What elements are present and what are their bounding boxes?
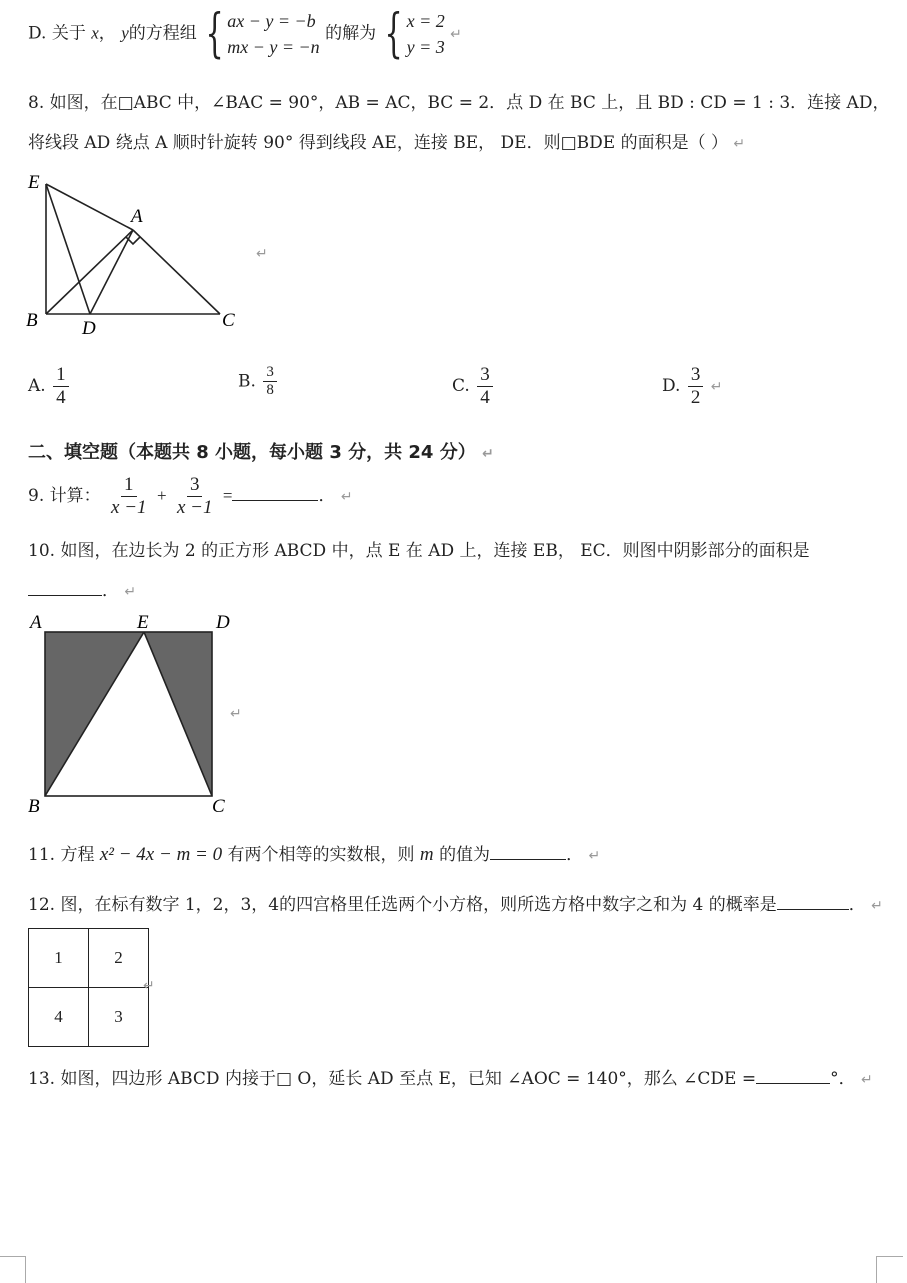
- q9-equals: =: [222, 485, 233, 505]
- return-mark-icon: ↵: [588, 848, 601, 864]
- grid-cell: 1: [29, 929, 89, 988]
- page-corner-mark-left: [0, 1256, 26, 1283]
- q7d-system-1: [202, 4, 320, 64]
- q8-line1-text: 8. 如图，在□ABC 中，∠BAC = 90°，AB = AC，BC = 2．点 D 在 BC 上，且 BD : CD = 1 : 3．连接 AD，: [28, 93, 890, 113]
- q12: [28, 890, 883, 915]
- q9: [28, 474, 353, 519]
- label-C: C: [222, 310, 235, 331]
- return-mark-icon: ↵: [124, 584, 137, 600]
- page-corner-mark-right: [876, 1256, 903, 1283]
- q7d-mid: 的方程组: [128, 23, 197, 44]
- option-denominator: 4: [56, 386, 66, 408]
- segment-AC: [133, 230, 220, 314]
- q11: [28, 840, 600, 866]
- option-label: A.: [28, 375, 46, 396]
- label-D: D: [82, 318, 96, 338]
- q11-answer-blank[interactable]: [490, 859, 566, 860]
- q9-f1-num: 1: [121, 474, 137, 497]
- q11-prefix: 11. 方程: [28, 845, 95, 865]
- option-label: C.: [452, 375, 470, 396]
- label-B: B: [28, 796, 40, 817]
- brace-symbol: {: [384, 4, 404, 64]
- label-B: B: [26, 310, 38, 331]
- return-mark-icon: ↵: [340, 488, 353, 505]
- q8-line1: [28, 88, 889, 113]
- q12-answer-blank[interactable]: [777, 909, 849, 910]
- return-mark-icon: ↵: [481, 446, 494, 462]
- q12-grid: [28, 928, 149, 1047]
- q11-equation: x² − 4x − m = 0: [99, 844, 223, 865]
- return-mark-icon: ↵: [861, 1072, 873, 1088]
- return-mark-icon: ↵: [871, 898, 883, 914]
- q7d-sys1-row1: ax − y = −b: [227, 11, 316, 31]
- label-E: E: [137, 612, 149, 633]
- q10-answer-blank[interactable]: [28, 595, 102, 596]
- return-mark-icon: ↵: [450, 26, 462, 43]
- q7d-var-x: x: [91, 23, 99, 43]
- segment-DA: [90, 230, 133, 314]
- q7d-prefix: D. 关于: [28, 23, 86, 44]
- q9-prefix: 9. 计算：: [28, 485, 101, 506]
- section-2-title: 二、填空题（本题共 8 小题，每小题 3 分，共 24 分）: [28, 442, 476, 463]
- q8-option-d: [662, 364, 722, 409]
- q12-end: ．: [848, 895, 866, 915]
- q8-option-a: [28, 364, 71, 409]
- q7d-sys2-row1: x = 2: [406, 11, 445, 31]
- option-denominator: 4: [480, 386, 490, 408]
- q13-answer-blank[interactable]: [756, 1083, 830, 1084]
- option-label: B.: [238, 371, 256, 392]
- q10-line1: [28, 536, 810, 561]
- return-mark-icon: ↵: [710, 378, 723, 395]
- q13: [28, 1064, 873, 1089]
- option-numerator: 3: [263, 364, 277, 382]
- label-A: A: [131, 206, 143, 227]
- option-label: D.: [662, 375, 681, 396]
- q13-end: °．: [830, 1069, 856, 1089]
- option-denominator: 2: [690, 386, 701, 408]
- segment-BA: [46, 230, 133, 314]
- q8-option-b: [238, 364, 279, 400]
- q9-f1-den: x −1: [111, 496, 147, 518]
- q12-text: 12. 图，在标有数字 1，2，3，4的四宫格里任选两个小方格，则所选方格中数字之和为 4 的概率是: [28, 895, 777, 915]
- q7d-sys1-row2: mx − y = −n: [227, 37, 320, 57]
- q9-answer-blank[interactable]: [232, 500, 318, 501]
- q8-option-c: [452, 364, 495, 409]
- return-mark-icon: ↵: [256, 246, 268, 262]
- q8-line2-text: 将线段 AD 绕点 A 顺时针旋转 90° 得到线段 AE，连接 BE， DE．则□BDE 的面积是（ ）: [28, 133, 728, 153]
- label-A: A: [30, 612, 42, 633]
- option-numerator: 1: [53, 364, 69, 387]
- q8-figure: [20, 168, 260, 338]
- return-mark-icon: ↵: [143, 978, 155, 994]
- q7d-mid2: 的解为: [325, 23, 377, 44]
- brace-symbol: {: [205, 4, 224, 64]
- label-D: D: [216, 612, 230, 633]
- section-2-heading: [28, 438, 494, 464]
- label-E: E: [28, 172, 40, 193]
- q13-text: 13. 如图，四边形 ABCD 内接于□ O，延长 AD 至点 E，已知 ∠AOC = 140°，那么 ∠CDE =: [28, 1069, 757, 1089]
- q11-mid: 有两个相等的实数根，则: [227, 845, 415, 865]
- q9-end: ．: [318, 485, 336, 506]
- q9-f2-den: x −1: [176, 496, 213, 518]
- q7d-comma: ，: [98, 23, 116, 44]
- q10-figure: [20, 608, 250, 818]
- q10-line2: [28, 576, 136, 601]
- q7d-system-2: [381, 4, 445, 64]
- q7d-var-y: y: [121, 23, 129, 43]
- option-denominator: 8: [266, 382, 274, 399]
- q7-option-d: [28, 4, 462, 64]
- return-mark-icon: ↵: [733, 136, 746, 152]
- option-numerator: 3: [688, 364, 704, 387]
- q9-plus: +: [156, 485, 167, 505]
- q11-var: m: [419, 844, 434, 865]
- q8-line2: [28, 128, 745, 153]
- grid-cell: 3: [89, 988, 149, 1047]
- q11-suffix: 的值为: [439, 845, 491, 865]
- label-C: C: [212, 796, 225, 817]
- q11-end: ．: [566, 845, 584, 865]
- option-numerator: 3: [477, 364, 493, 387]
- grid-cell: 2: [89, 929, 149, 988]
- return-mark-icon: ↵: [230, 706, 242, 722]
- q10-text: 10. 如图，在边长为 2 的正方形 ABCD 中，点 E 在 AD 上，连接 EB， EC．则图中阴影部分的面积是: [28, 541, 810, 561]
- q9-f2-num: 3: [187, 474, 203, 497]
- q10-end: ．: [102, 581, 119, 601]
- q7d-sys2-row2: y = 3: [406, 37, 445, 57]
- grid-cell: 4: [29, 988, 89, 1047]
